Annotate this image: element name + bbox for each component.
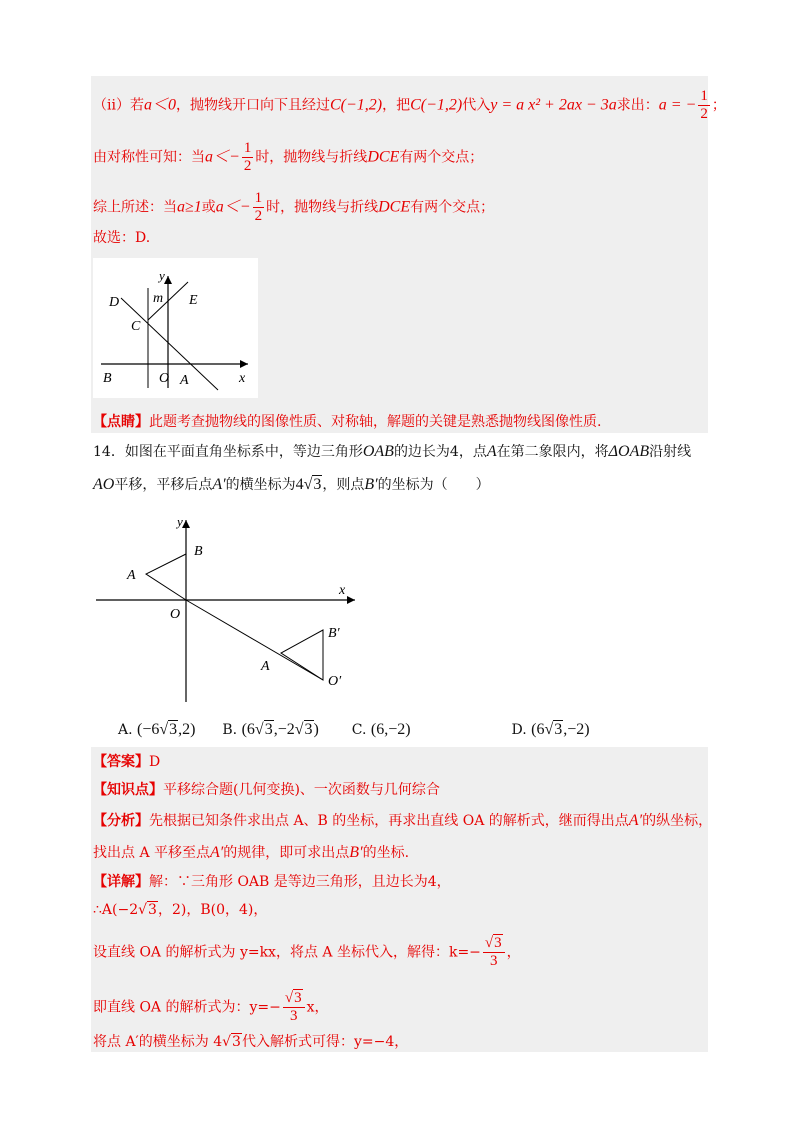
knowledge-line: 【知识点】平移综合题(几何变换)、一次函数与几何综合	[93, 782, 440, 798]
q14-line-1: 14．如图在平面直角坐标系中，等边三角形OAB的边长为4，点A在第二象限内，将ΔOAB沿射线	[93, 443, 692, 460]
x-axis-arrow	[347, 596, 355, 604]
fraction-half: $\frac{1}{2}$	[700, 88, 708, 122]
label-o: O	[170, 607, 181, 622]
y-axis-arrow	[182, 520, 190, 528]
q14-line-2: AO平移，平移后点A′的横坐标为4√3，则点B′的坐标为（ ）	[93, 476, 490, 493]
fraction-root3-over-3: $\frac{√3}{3}$	[483, 935, 505, 970]
option-d[interactable]: D. (6√3,−2)	[511, 721, 590, 738]
label-y: y	[159, 268, 165, 283]
triangle-translated	[281, 630, 323, 680]
fraction-half: $\frac{1}{2}$	[243, 140, 252, 174]
analysis-line-1: 【分析】先根据已知条件求出点 A、B 的坐标，再求出直线 OA 的解析式，继而得出点A′的纵坐标，	[93, 812, 713, 829]
label-a: A	[127, 568, 136, 583]
symmetry-line: 由对称性可知：当a＜− $\frac{1}{2}$ 时，抛物线与折线DCE有两个交点；	[93, 140, 484, 174]
detail-line-1: 【详解】解：∵三角形 OAB 是等边三角形，且边长为4，	[93, 874, 451, 890]
option-a[interactable]: A. (−6√3,2)	[118, 721, 196, 738]
label-x: x	[239, 371, 246, 386]
label-a: A	[180, 373, 189, 388]
label-m: m	[153, 291, 164, 306]
detail-line-2: ∴A(−2√3，2)，B(0，4)，	[93, 902, 268, 918]
label-x: x	[339, 583, 346, 598]
label-e: E	[189, 293, 198, 308]
label-b-prime: B′	[328, 626, 340, 641]
options-line	[118, 720, 590, 740]
figure-2-triangle-translation	[93, 512, 373, 707]
detail-line-4: 即直线 OA 的解析式为：y=− $\frac{√3}{3}$ x，	[93, 990, 329, 1024]
label-o: O	[159, 371, 170, 386]
label-b: B	[194, 544, 203, 559]
summary-line: 综上所述：当a≥1或a＜− $\frac{1}{2}$ 时，抛物线与折线DCE有两个交点；	[93, 190, 495, 224]
sqrt-3: √3	[303, 476, 322, 493]
line-dc	[121, 298, 218, 390]
x-axis-arrow	[240, 360, 248, 368]
label-c: C	[131, 319, 141, 334]
figure-1-parabola-graph	[93, 258, 258, 398]
label-a-prime: A	[261, 659, 270, 674]
analysis-line-2: 找出点 A 平移至点A′的规律，即可求出点B′的坐标.	[93, 844, 410, 861]
fraction-half: $\frac{1}{2}$	[254, 190, 263, 224]
fraction-root3-over-3: $\frac{√3}{3}$	[283, 990, 305, 1025]
detail-line-5: 将点 A′的横坐标为 4√3代入解析式可得：y=−4，	[93, 1034, 409, 1050]
choice-line: 故选：D.	[93, 230, 151, 246]
comment-line: 【点睛】此题考查抛物线的图像性质、对称轴，解题的关键是熟悉抛物线图像性质.	[93, 414, 602, 430]
ray-ao	[186, 600, 323, 680]
label-y: y	[177, 514, 183, 529]
figure-1-svg	[93, 258, 258, 398]
answer-line: 【答案】D	[93, 754, 161, 770]
label-o-prime: O′	[328, 674, 342, 689]
detail-line-3: 设直线 OA 的解析式为 y=kx，将点 A 坐标代入，解得：k=− $\frac{√3}{3}$ ，	[93, 935, 521, 969]
triangle-oab	[146, 554, 186, 600]
case-ii-line: （ii）若a＜0，抛物线开口向下且经过C(−1,2)，把C(−1,2)代入y = a x² + 2ax − 3a求出：a = − $\frac{1}{2}$ ；	[93, 88, 726, 122]
option-c[interactable]: C. (6,−2)	[351, 721, 411, 738]
label-b: B	[103, 371, 112, 386]
label-d: D	[109, 295, 120, 310]
option-b[interactable]: B. (6√3,−2√3)	[222, 721, 319, 738]
y-axis-arrow	[164, 276, 172, 284]
figure-2-svg	[93, 512, 373, 707]
